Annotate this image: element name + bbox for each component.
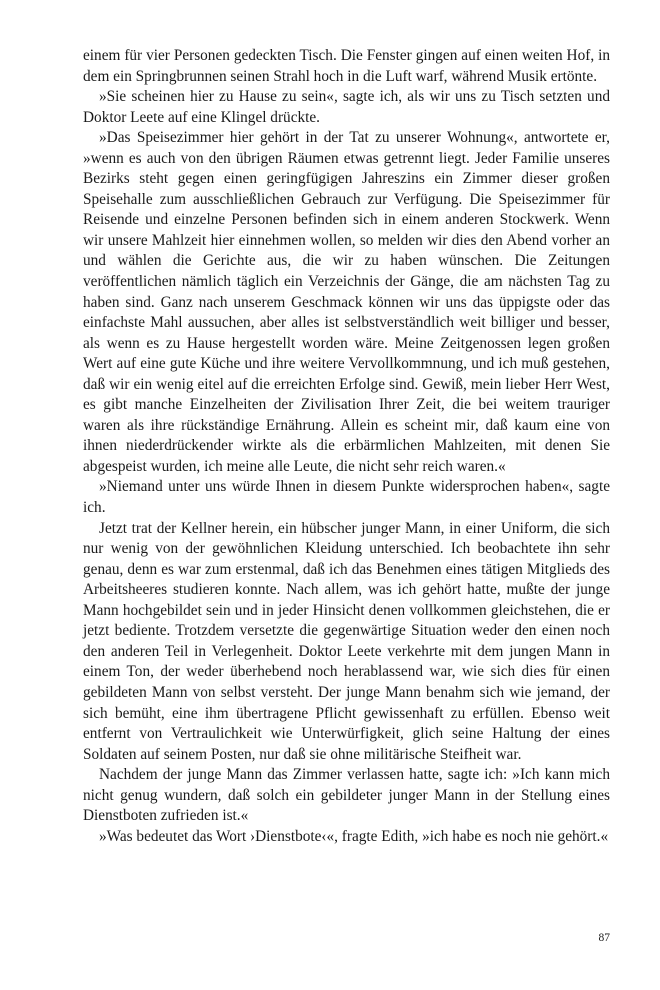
paragraph-6: Nachdem der junge Mann das Zimmer verlassen hatte, sagte ich: »Ich kann mich nicht genug wundern, daß solch ein gebildeter junger Mann in der Stellung eines Dienstboten zufrieden ist.« — [83, 766, 610, 825]
page-number: 87 — [598, 932, 610, 944]
paragraph-1: einem für vier Personen gedeckten Tisch. Die Fenster gingen auf einen weiten Hof, in dem ein Springbrunnen seinen Strahl hoch in die Luft warf, während Musik ertönte. — [83, 47, 610, 85]
page-body — [83, 46, 610, 847]
paragraph-3: »Das Speisezimmer hier gehört in der Tat zu unserer Wohnung«, antwortete er, »wenn es auch von den übrigen Räumen etwas getrennt liegt. Jeder Familie unseres Bezirks steht gegen einen geringfügigen Jahreszins ein Zimmer dieser großen Speisehalle zum ausschließlichen Gebrauch zur Verfügung. Die Speisezimmer für Reisende und einzelne Personen befinden sich in einem anderen Stockwerk. Wenn wir unsere Mahlzeit hier einnehmen wollen, so melden wir dies den Abend vorher an und wählen die Gerichte aus, die wir zu haben wünschen. Die Zeitungen veröffentlichen nämlich täglich ein Verzeichnis der Gänge, die am nächsten Tag zu haben sind. Ganz nach unserem Geschmack können wir uns das üppigste oder das einfachste Mahl aussuchen, aber alles ist selbstverständlich weit billiger und besser, als wenn es zu Hause hergestellt worden wäre. Meine Zeitgenossen legen großen Wert auf eine gute Küche und ihre weitere Vervollkommnung, und ich muß gestehen, daß wir ein wenig eitel auf die erreichten Erfolge sind. Gewiß, mein lieber Herr West, es gibt manche Einzelheiten der Zivilisation Ihrer Zeit, die bei weitem trauriger waren als ihre rückständige Ernährung. Allein es scheint mir, daß kaum eine von ihnen niederdrückender wirkte als die erbärmlichen Mahlzeiten, mit denen Sie abgespeist wurden, ich meine alle Leute, die nicht sehr reich waren.« — [83, 129, 610, 475]
paragraph-2: »Sie scheinen hier zu Hause zu sein«, sagte ich, als wir uns zu Tisch setzten und Doktor Leete auf eine Klingel drückte. — [83, 88, 610, 126]
paragraph-5: Jetzt trat der Kellner herein, ein hübscher junger Mann, in einer Uniform, die sich nur wenig von der gewöhnlichen Kleidung unterschied. Ich beobachtete ihn sehr genau, denn es war zum erstenmal, daß ich das Benehmen eines tätigen Mitglieds des Arbeitsheeres studieren konnte. Nach allem, was ich gehört hatte, mußte der junge Mann hochgebildet sein und in jeder Hinsicht denen vollkommen gleichstehen, die er jetzt bediente. Trotzdem versetzte die gegenwärtige Situation weder den einen noch den anderen Teil in Verlegenheit. Doktor Leete verkehrte mit dem jungen Mann in einem Ton, der weder überhebend noch herablassend war, wie sich dies für einen gebildeten Mann von selbst versteht. Der junge Mann benahm sich wie jemand, der sich bemüht, eine ihm übertragene Pflicht gewissenhaft zu erfüllen. Ebenso weit entfernt von Vertraulichkeit wie Unterwürfigkeit, glich seine Haltung der eines Soldaten auf seinem Posten, nur daß sie ohne militärische Steifheit war. — [83, 519, 610, 763]
paragraph-4: »Niemand unter uns würde Ihnen in diesem Punkte widersprochen haben«, sagte ich. — [83, 478, 610, 517]
paragraph-7: »Was bedeutet das Wort ›Dienstbote‹«, fragte Edith, »ich habe es noch nie gehört.« — [99, 827, 609, 845]
